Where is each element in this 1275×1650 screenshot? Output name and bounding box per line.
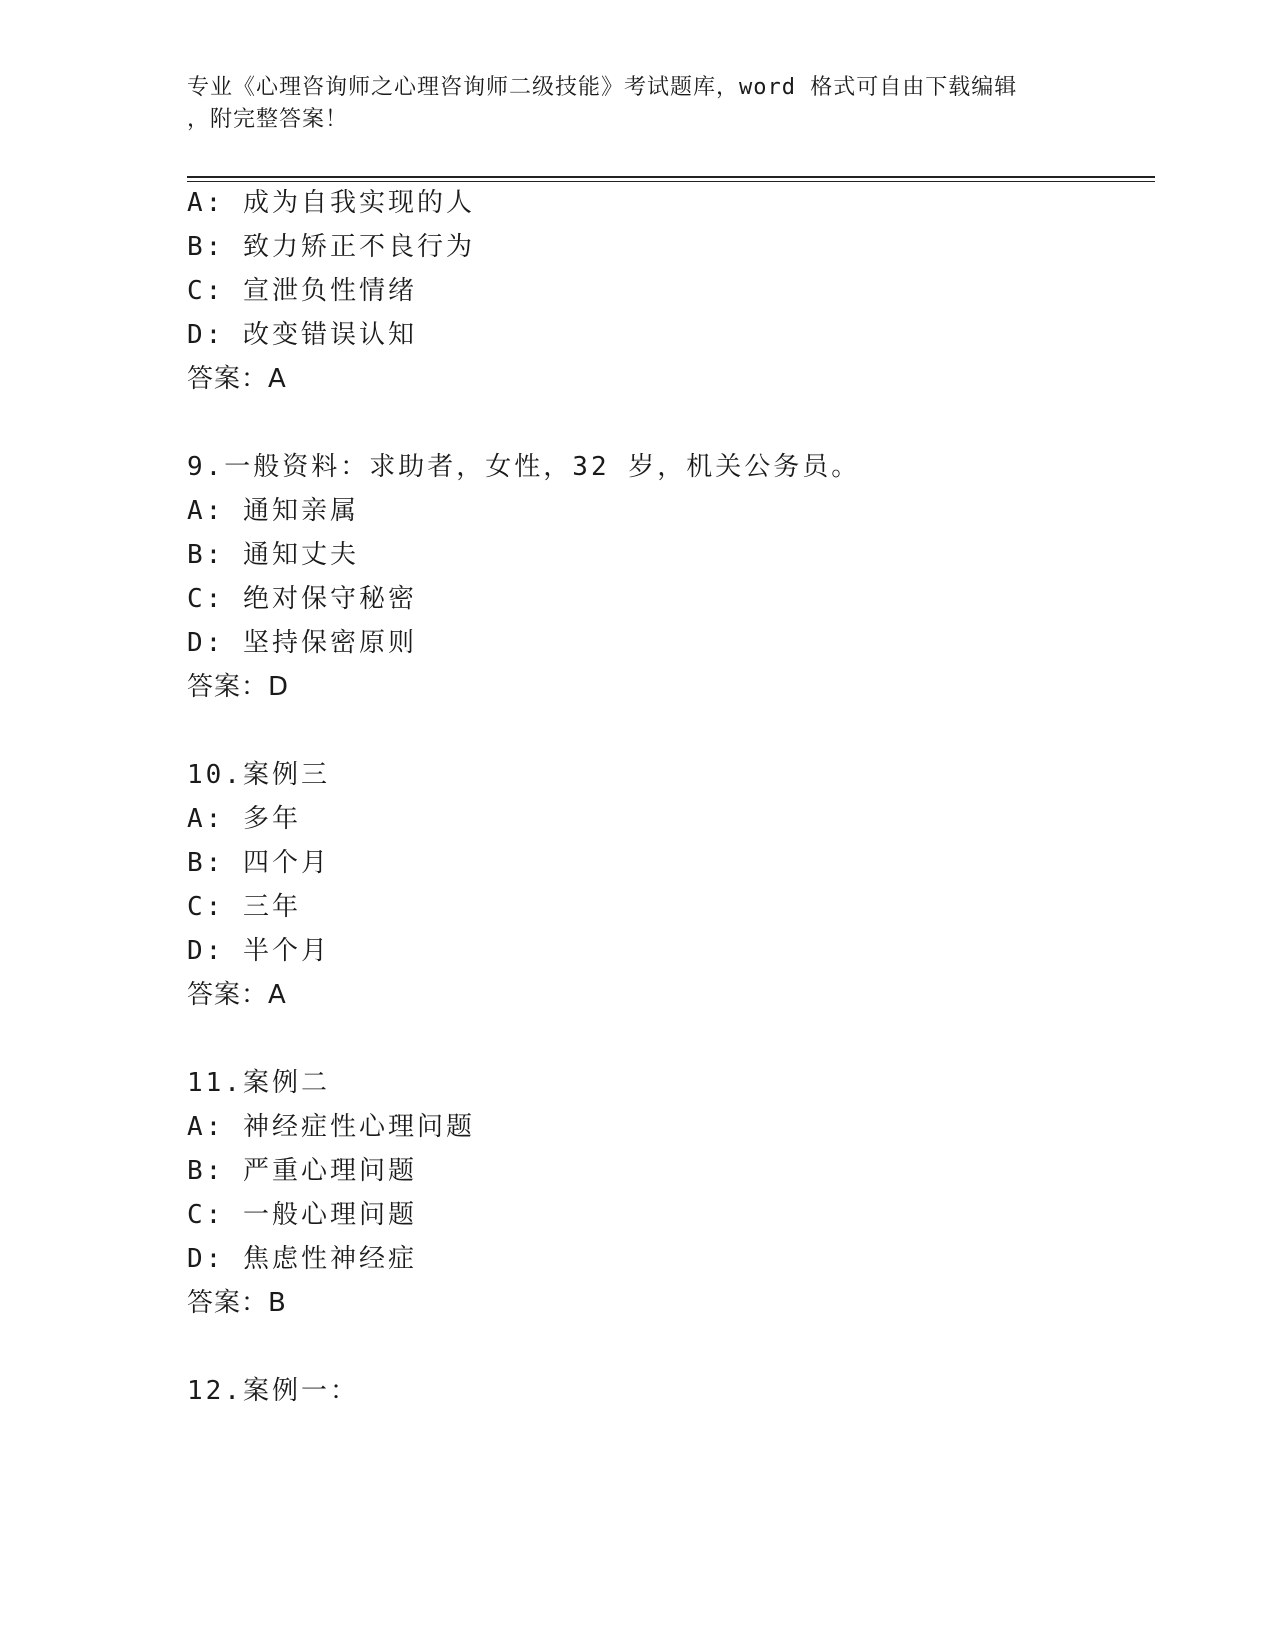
option-c: C: 宣泄负性情绪 — [187, 276, 417, 306]
question-9: 9.一般资料：求助者，女性，32 岁，机关公务员。 — [187, 452, 861, 482]
option-d: D: 半个月 — [187, 936, 330, 966]
answer-line: 答案：A — [187, 364, 287, 394]
header-subtitle-line: ，附完整答案！ — [187, 107, 349, 132]
option-c: C: 一般心理问题 — [187, 1200, 417, 1230]
option-b: B: 四个月 — [187, 848, 330, 878]
option-b: B: 致力矫正不良行为 — [187, 232, 475, 262]
option-a: A: 多年 — [187, 804, 301, 834]
header-title-line: 专业《心理咨询师之心理咨询师二级技能》考试题库，word 格式可自由下载编辑 — [187, 75, 1018, 100]
answer-line: 答案：D — [187, 672, 290, 702]
question-11: 11.案例二 — [187, 1068, 330, 1098]
answer-line: 答案：A — [187, 980, 287, 1010]
answer-line: 答案：B — [187, 1288, 287, 1318]
option-d: D: 焦虑性神经症 — [187, 1244, 417, 1274]
question-10: 10.案例三 — [187, 760, 330, 790]
header-divider-thick — [187, 176, 1155, 178]
option-b: B: 通知丈夫 — [187, 540, 359, 570]
option-a: A: 通知亲属 — [187, 496, 359, 526]
option-b: B: 严重心理问题 — [187, 1156, 417, 1186]
option-a: A: 神经症性心理问题 — [187, 1112, 475, 1142]
document-header — [187, 72, 1087, 136]
header-divider-thin — [187, 181, 1155, 182]
option-a: A: 成为自我实现的人 — [187, 188, 475, 218]
question-12: 12.案例一： — [187, 1376, 359, 1406]
option-d: D: 坚持保密原则 — [187, 628, 417, 658]
option-c: C: 三年 — [187, 892, 301, 922]
option-c: C: 绝对保守秘密 — [187, 584, 417, 614]
option-d: D: 改变错误认知 — [187, 320, 417, 350]
